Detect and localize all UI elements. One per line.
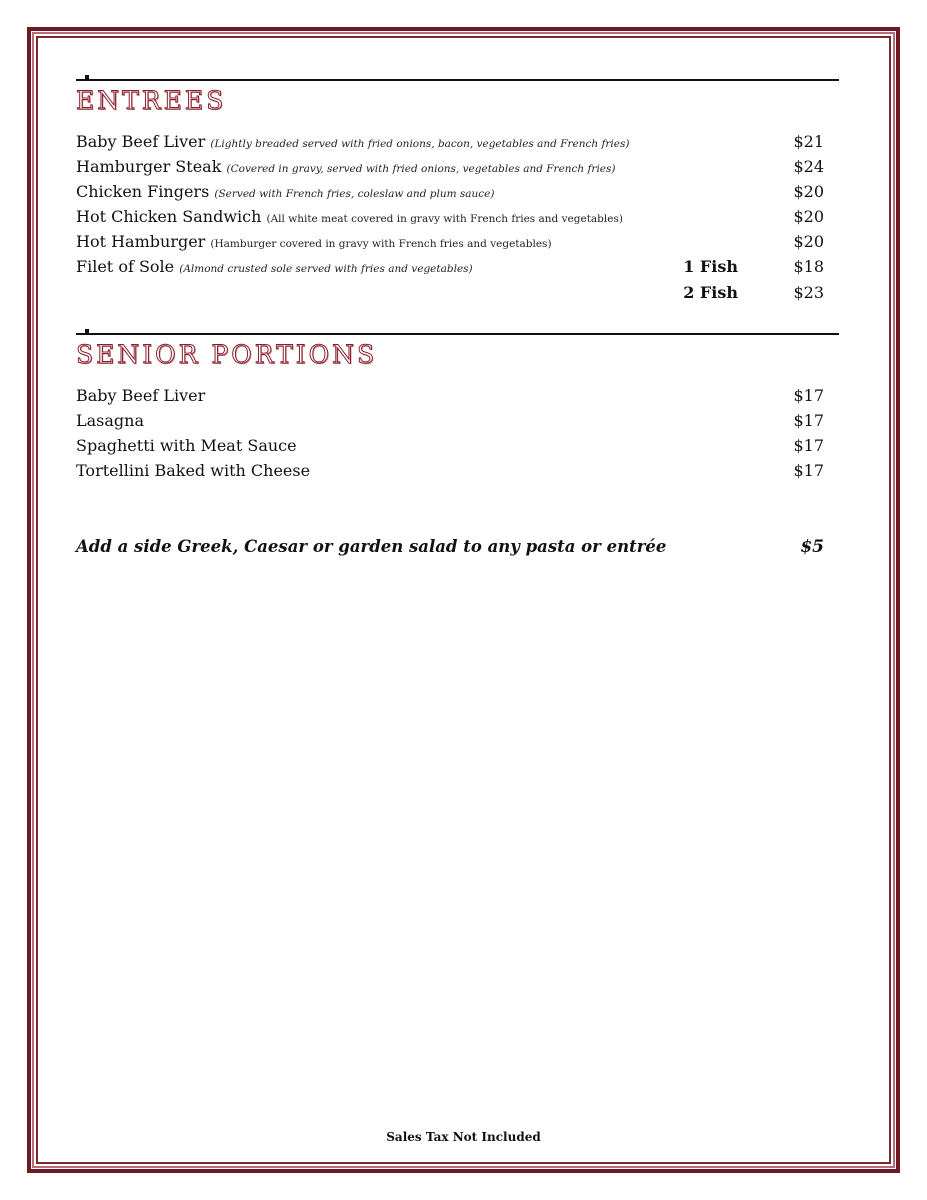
- senior-portions-heading: SENIOR PORTIONS: [76, 340, 378, 369]
- sales-tax-note: Sales Tax Not Included: [386, 1130, 541, 1144]
- item-price: $18: [793, 257, 824, 276]
- item-description: (Covered in gravy, served with fried onions, vegetables and French fries): [226, 163, 616, 175]
- menu-item-row: [76, 157, 824, 181]
- menu-item-row: [76, 182, 824, 206]
- item-description: (Lightly breaded served with fried onions, bacon, vegetables and French fries): [210, 138, 630, 150]
- item-price: $20: [793, 207, 824, 226]
- item-price: $20: [793, 232, 824, 251]
- item-price: $17: [793, 461, 824, 480]
- item-quantity: 2 Fish: [683, 283, 738, 302]
- menu-item-row: [76, 461, 824, 485]
- item-name: Tortellini Baked with Cheese: [76, 461, 311, 480]
- item-price: $21: [793, 132, 824, 151]
- item-price: $24: [793, 157, 824, 176]
- item-price: $23: [793, 283, 824, 302]
- menu-item-row: [76, 386, 824, 410]
- entrees-divider-mark: [85, 75, 89, 80]
- item-name: Filet of Sole: [76, 257, 175, 276]
- item-name: Spaghetti with Meat Sauce: [76, 436, 297, 455]
- item-price: $17: [793, 436, 824, 455]
- senior-divider: [76, 333, 839, 335]
- side-salad-note: [76, 537, 824, 556]
- item-description: (Served with French fries, coleslaw and plum sauce): [214, 188, 495, 200]
- item-name: Lasagna: [76, 411, 144, 430]
- item-name: Baby Beef Liver: [76, 386, 206, 405]
- item-name: Baby Beef Liver: [76, 132, 206, 151]
- side-salad-price: $5: [800, 537, 824, 557]
- item-quantity: 1 Fish: [683, 257, 738, 276]
- senior-divider-mark: [85, 329, 89, 334]
- menu-item-row: [76, 132, 824, 156]
- entrees-heading: ENTREES: [76, 86, 227, 115]
- entrees-divider: [76, 79, 839, 81]
- item-price: $17: [793, 411, 824, 430]
- menu-item-row: [76, 257, 824, 281]
- side-salad-text: Add a side Greek, Caesar or garden salad to any pasta or entrée: [76, 537, 667, 556]
- menu-item-row: [76, 207, 824, 231]
- item-description: (Hamburger covered in gravy with French fries and vegetables): [210, 238, 552, 250]
- menu-item-row: [76, 411, 824, 435]
- item-name: Chicken Fingers: [76, 182, 210, 201]
- item-price: $17: [793, 386, 824, 405]
- item-description: (All white meat covered in gravy with French fries and vegetables): [266, 213, 623, 225]
- item-name: Hamburger Steak: [76, 157, 222, 176]
- item-description: (Almond crusted sole served with fries and vegetables): [179, 263, 473, 275]
- menu-item-row: [76, 232, 824, 256]
- menu-item-row: [76, 436, 824, 460]
- menu-item-row: [76, 283, 824, 307]
- item-name: Hot Chicken Sandwich: [76, 207, 262, 226]
- item-name: Hot Hamburger: [76, 232, 206, 251]
- item-price: $20: [793, 182, 824, 201]
